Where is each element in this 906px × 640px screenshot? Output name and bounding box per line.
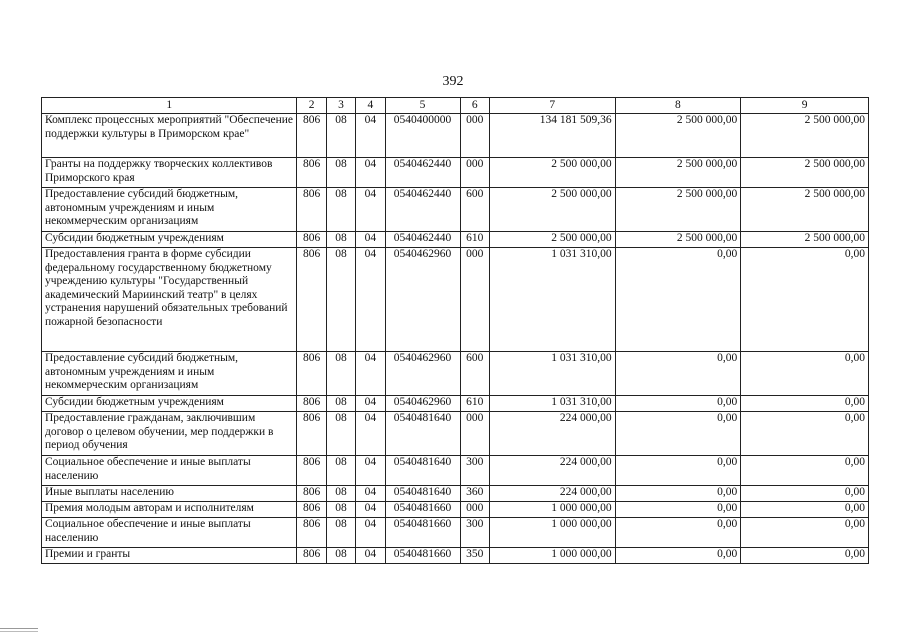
cell-expense-type: 000 xyxy=(460,114,489,158)
cell-target-article: 0540462440 xyxy=(385,188,460,232)
cell-ministry-code: 806 xyxy=(297,486,326,502)
cell-amount-col8: 0,00 xyxy=(615,486,741,502)
cell-amount-col7: 1 000 000,00 xyxy=(489,518,615,548)
cell-amount-col8: 2 500 000,00 xyxy=(615,114,741,158)
cell-amount-col9: 0,00 xyxy=(741,412,869,456)
cell-subsection-code: 04 xyxy=(356,232,385,248)
cell-amount-col9: 0,00 xyxy=(741,518,869,548)
cell-ministry-code: 806 xyxy=(297,502,326,518)
cell-amount-col9: 0,00 xyxy=(741,502,869,518)
cell-target-article: 0540481660 xyxy=(385,502,460,518)
column-header: 1 xyxy=(42,98,297,114)
cell-amount-col7: 1 031 310,00 xyxy=(489,396,615,412)
cell-ministry-code: 806 xyxy=(297,232,326,248)
cell-subsection-code: 04 xyxy=(356,548,385,564)
cell-amount-col9: 0,00 xyxy=(741,248,869,352)
cell-section-code: 08 xyxy=(326,502,355,518)
column-header: 3 xyxy=(326,98,355,114)
cell-subsection-code: 04 xyxy=(356,456,385,486)
cell-expense-type: 600 xyxy=(460,352,489,396)
header-row xyxy=(42,98,869,114)
cell-subsection-code: 04 xyxy=(356,248,385,352)
cell-expense-type: 000 xyxy=(460,412,489,456)
cell-subsection-code: 04 xyxy=(356,158,385,188)
cell-ministry-code: 806 xyxy=(297,518,326,548)
cell-target-article: 0540462440 xyxy=(385,232,460,248)
table-row xyxy=(42,232,869,248)
cell-amount-col8: 0,00 xyxy=(615,248,741,352)
row-name: Предоставления гранта в форме субсидии федеральному государственному бюджетному учреждению культуры "Государственный академический Мариинский театр" в целях устранения нарушений обязательных требований пожарной безопасности xyxy=(42,248,297,352)
cell-ministry-code: 806 xyxy=(297,548,326,564)
column-header: 2 xyxy=(297,98,326,114)
cell-expense-type: 360 xyxy=(460,486,489,502)
table-row xyxy=(42,548,869,564)
cell-expense-type: 000 xyxy=(460,158,489,188)
cell-amount-col9: 0,00 xyxy=(741,352,869,396)
cell-subsection-code: 04 xyxy=(356,518,385,548)
row-name: Социальное обеспечение и иные выплаты населению xyxy=(42,456,297,486)
table-row xyxy=(42,456,869,486)
scan-mark xyxy=(0,628,38,632)
cell-amount-col7: 224 000,00 xyxy=(489,456,615,486)
row-name: Премии и гранты xyxy=(42,548,297,564)
cell-amount-col8: 2 500 000,00 xyxy=(615,232,741,248)
table-row xyxy=(42,352,869,396)
row-name: Социальное обеспечение и иные выплаты населению xyxy=(42,518,297,548)
table-row xyxy=(42,518,869,548)
cell-expense-type: 300 xyxy=(460,456,489,486)
cell-subsection-code: 04 xyxy=(356,502,385,518)
row-name: Предоставление субсидий бюджетным, автономным учреждениям и иным некоммерческим организациям xyxy=(42,352,297,396)
row-name: Субсидии бюджетным учреждениям xyxy=(42,396,297,412)
cell-subsection-code: 04 xyxy=(356,188,385,232)
cell-subsection-code: 04 xyxy=(356,486,385,502)
cell-expense-type: 600 xyxy=(460,188,489,232)
cell-target-article: 0540462960 xyxy=(385,352,460,396)
cell-target-article: 0540481640 xyxy=(385,456,460,486)
column-header: 5 xyxy=(385,98,460,114)
cell-target-article: 0540400000 xyxy=(385,114,460,158)
cell-section-code: 08 xyxy=(326,548,355,564)
column-header: 9 xyxy=(741,98,869,114)
cell-amount-col9: 0,00 xyxy=(741,456,869,486)
cell-expense-type: 300 xyxy=(460,518,489,548)
cell-amount-col8: 0,00 xyxy=(615,352,741,396)
cell-section-code: 08 xyxy=(326,486,355,502)
row-name: Премия молодым авторам и исполнителям xyxy=(42,502,297,518)
cell-amount-col7: 134 181 509,36 xyxy=(489,114,615,158)
cell-amount-col8: 2 500 000,00 xyxy=(615,188,741,232)
cell-target-article: 0540481660 xyxy=(385,518,460,548)
cell-ministry-code: 806 xyxy=(297,188,326,232)
column-header: 4 xyxy=(356,98,385,114)
cell-expense-type: 350 xyxy=(460,548,489,564)
cell-target-article: 0540462960 xyxy=(385,396,460,412)
row-name: Иные выплаты населению xyxy=(42,486,297,502)
cell-section-code: 08 xyxy=(326,158,355,188)
cell-amount-col9: 2 500 000,00 xyxy=(741,188,869,232)
cell-target-article: 0540481640 xyxy=(385,486,460,502)
cell-amount-col7: 1 000 000,00 xyxy=(489,502,615,518)
cell-amount-col7: 1 031 310,00 xyxy=(489,352,615,396)
cell-amount-col8: 0,00 xyxy=(615,456,741,486)
cell-section-code: 08 xyxy=(326,456,355,486)
cell-ministry-code: 806 xyxy=(297,352,326,396)
cell-section-code: 08 xyxy=(326,412,355,456)
cell-target-article: 0540462960 xyxy=(385,248,460,352)
cell-ministry-code: 806 xyxy=(297,114,326,158)
cell-ministry-code: 806 xyxy=(297,158,326,188)
cell-amount-col8: 2 500 000,00 xyxy=(615,158,741,188)
cell-subsection-code: 04 xyxy=(356,352,385,396)
cell-amount-col8: 0,00 xyxy=(615,412,741,456)
row-name: Предоставление гражданам, заключившим договор о целевом обучении, мер поддержки в период обучения xyxy=(42,412,297,456)
cell-amount-col9: 2 500 000,00 xyxy=(741,158,869,188)
cell-amount-col9: 0,00 xyxy=(741,396,869,412)
cell-ministry-code: 806 xyxy=(297,248,326,352)
cell-amount-col8: 0,00 xyxy=(615,396,741,412)
cell-ministry-code: 806 xyxy=(297,456,326,486)
cell-ministry-code: 806 xyxy=(297,396,326,412)
row-name: Комплекс процессных мероприятий "Обеспечение поддержки культуры в Приморском крае" xyxy=(42,114,297,158)
cell-amount-col9: 2 500 000,00 xyxy=(741,232,869,248)
cell-section-code: 08 xyxy=(326,518,355,548)
cell-amount-col8: 0,00 xyxy=(615,518,741,548)
row-name: Субсидии бюджетным учреждениям xyxy=(42,232,297,248)
cell-section-code: 08 xyxy=(326,114,355,158)
table-row xyxy=(42,114,869,158)
table-row xyxy=(42,158,869,188)
row-name: Предоставление субсидий бюджетным, автономным учреждениям и иным некоммерческим организациям xyxy=(42,188,297,232)
cell-subsection-code: 04 xyxy=(356,412,385,456)
cell-section-code: 08 xyxy=(326,352,355,396)
cell-expense-type: 000 xyxy=(460,248,489,352)
cell-amount-col7: 224 000,00 xyxy=(489,486,615,502)
page-number: 392 xyxy=(442,74,464,89)
column-header: 7 xyxy=(489,98,615,114)
column-header: 8 xyxy=(615,98,741,114)
cell-amount-col9: 2 500 000,00 xyxy=(741,114,869,158)
cell-ministry-code: 806 xyxy=(297,412,326,456)
cell-subsection-code: 04 xyxy=(356,396,385,412)
table-row xyxy=(42,412,869,456)
table-row xyxy=(42,188,869,232)
budget-table xyxy=(41,97,869,564)
table-row xyxy=(42,396,869,412)
cell-expense-type: 610 xyxy=(460,396,489,412)
cell-section-code: 08 xyxy=(326,232,355,248)
cell-subsection-code: 04 xyxy=(356,114,385,158)
cell-expense-type: 610 xyxy=(460,232,489,248)
cell-target-article: 0540481660 xyxy=(385,548,460,564)
cell-amount-col7: 1 031 310,00 xyxy=(489,248,615,352)
column-header: 6 xyxy=(460,98,489,114)
cell-section-code: 08 xyxy=(326,248,355,352)
cell-amount-col7: 224 000,00 xyxy=(489,412,615,456)
table-row xyxy=(42,486,869,502)
cell-section-code: 08 xyxy=(326,396,355,412)
cell-amount-col7: 2 500 000,00 xyxy=(489,188,615,232)
cell-target-article: 0540462440 xyxy=(385,158,460,188)
cell-amount-col8: 0,00 xyxy=(615,502,741,518)
cell-target-article: 0540481640 xyxy=(385,412,460,456)
cell-amount-col9: 0,00 xyxy=(741,486,869,502)
cell-amount-col7: 1 000 000,00 xyxy=(489,548,615,564)
row-name: Гранты на поддержку творческих коллективов Приморского края xyxy=(42,158,297,188)
table-row xyxy=(42,502,869,518)
table-row xyxy=(42,248,869,352)
cell-section-code: 08 xyxy=(326,188,355,232)
cell-amount-col9: 0,00 xyxy=(741,548,869,564)
cell-amount-col7: 2 500 000,00 xyxy=(489,158,615,188)
cell-amount-col8: 0,00 xyxy=(615,548,741,564)
cell-expense-type: 000 xyxy=(460,502,489,518)
cell-amount-col7: 2 500 000,00 xyxy=(489,232,615,248)
